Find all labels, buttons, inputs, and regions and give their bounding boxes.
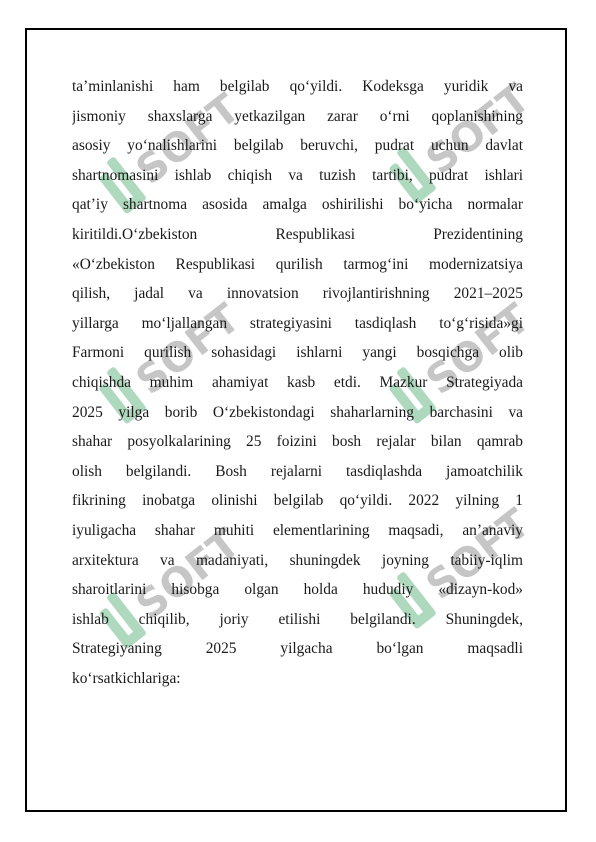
text-line: shartnomasini ishlab chiqish va tuzish tartibi, pudrat ishlari xyxy=(72,166,523,184)
text-line: fikrining inobatga olinishi belgilab qo‘yildi. 2022 yilning 1 xyxy=(72,492,523,510)
text-line: Strategiyaning 2025 yilgacha bo‘lgan maqsadli xyxy=(72,640,523,658)
text-line: ta’minlanishi ham belgilab qo‘yildi. Kodeksga yuridik va xyxy=(72,78,523,95)
watermark-text: SOFT xyxy=(127,295,249,404)
text-line: arxitektura va madaniyati, shuningdek joyning tabiiy-iqlim xyxy=(72,551,523,569)
watermark-text: SOFT xyxy=(417,295,539,404)
text-line: «O‘zbekiston Respublikasi qurilish tarmog‘ini modernizatsiya xyxy=(72,255,523,273)
watermark-text: SOFT xyxy=(417,500,539,609)
text-line: 2025 yilga borib O‘zbekistondagi shaharlarning barchasini va xyxy=(72,403,523,421)
watermark-text: SOFT xyxy=(127,85,249,194)
text-line: jismoniy shaxslarga yetkazilgan zarar o‘rni qoplanishining xyxy=(72,107,523,125)
text-line: olish belgilandi. Bosh rejalarni tasdiqlashda jamoatchilik xyxy=(72,462,523,480)
text-line: ko‘rsatkichlariga: xyxy=(72,669,181,687)
watermark-text: SOFT xyxy=(417,75,539,184)
text-line: Farmoni qurilish sohasidagi ishlarni yangi bosqichga olib xyxy=(72,344,523,362)
text-line: qat’iy shartnoma asosida amalga oshirilishi bo‘yicha normalar xyxy=(72,196,523,214)
document-body xyxy=(72,72,523,693)
text-line: asosiy yo‘nalishlarini belgilab beruvchi, pudrat uchun davlat xyxy=(72,137,523,155)
text-line: shahar posyolkalarining 25 foizini bosh rejalar bilan qamrab xyxy=(72,433,523,451)
text-line: yillarga mo‘ljallangan strategiyasini tasdiqlash to‘g‘risida»gi xyxy=(72,314,523,332)
text-line: qilish, jadal va innovatsion rivojlantirishning 2021–2025 xyxy=(72,285,523,303)
text-line: iyuligacha shahar muhiti elementlarining maqsadi, an’anaviy xyxy=(72,521,523,539)
text-line: kiritildi.O‘zbekiston Respublikasi Prezidentining xyxy=(72,225,523,243)
watermark-text: SOFT xyxy=(127,520,249,629)
text-line: sharoitlarini hisobga olgan holda hududiy «dizayn-kod» xyxy=(72,581,523,599)
text-line: ishlab chiqilib, joriy etilishi belgilandi. Shuningdek, xyxy=(72,610,523,628)
text-line: chiqishda muhim ahamiyat kasb etdi. Mazkur Strategiyada xyxy=(72,373,523,391)
